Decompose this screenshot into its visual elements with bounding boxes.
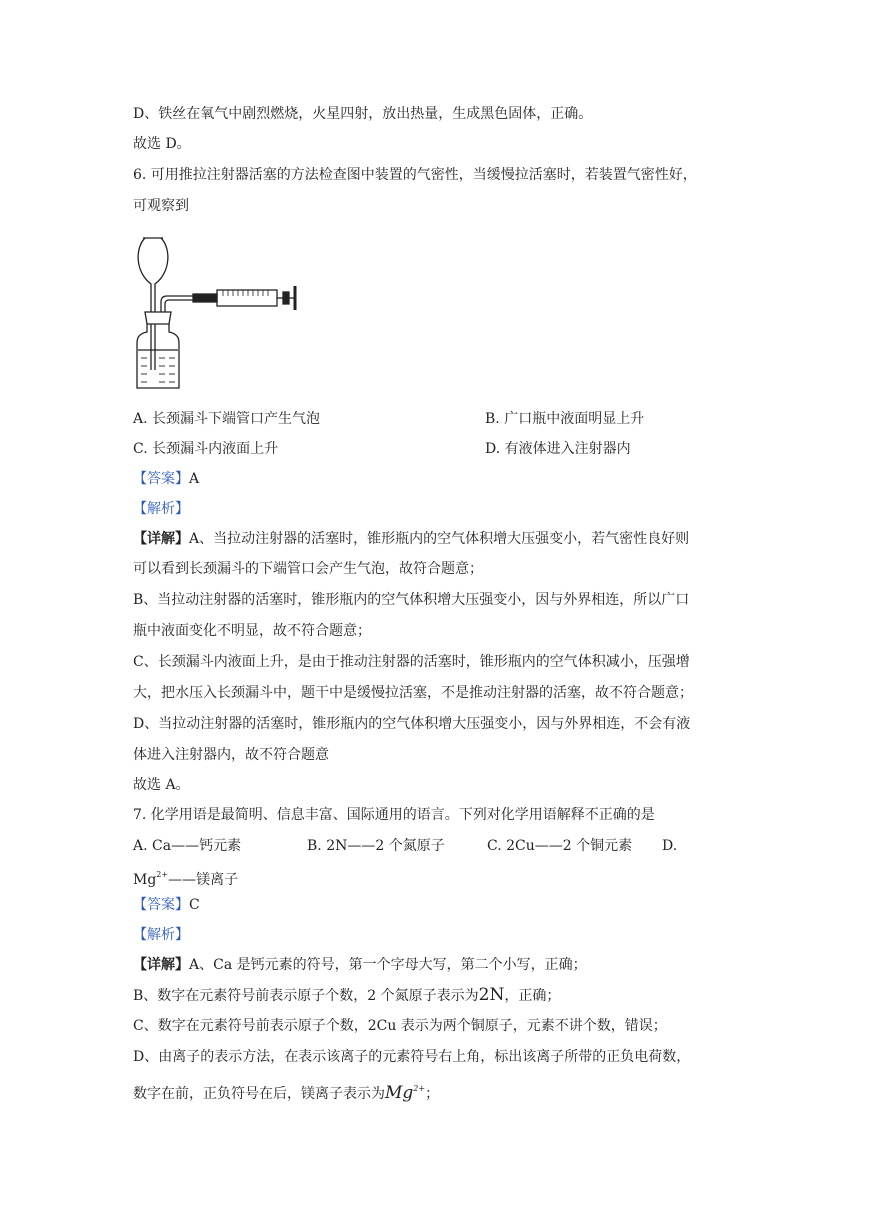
formula-mg-ion: Mg xyxy=(385,1083,414,1103)
q6-detail-line-3: B、当拉动注射器的活塞时，锥形瓶内的空气体积增大压强变小，因与外界相连，所以广口 xyxy=(133,592,690,608)
q6-stem-line-2: 可观察到 xyxy=(133,198,189,214)
detail-text: 数字在前，正负符号在后，镁离子表示为 xyxy=(133,1086,385,1102)
q5-choose: 故选 D。 xyxy=(133,136,191,152)
q7-detail-line-5 xyxy=(133,1079,439,1104)
q6-answer xyxy=(133,469,199,489)
q6-detail-line-7: D、当拉动注射器的活塞时，锥形瓶内的空气体积增大压强变小，因与外界相连，不会有液 xyxy=(133,716,691,732)
q6-option-a: A. 长颈漏斗下端管口产生气泡 xyxy=(133,411,321,427)
q6-detail-line-2: 可以看到长颈漏斗的下端管口会产生气泡，故符合题意； xyxy=(133,561,483,577)
detail-text: ，正确； xyxy=(504,988,561,1004)
formula-2n: 2N xyxy=(478,985,505,1005)
q7-option-d: D. xyxy=(662,838,678,854)
q7-detail-line-2 xyxy=(133,985,560,1006)
charge-superscript: 2+ xyxy=(413,1084,426,1093)
q7-detail-line-1 xyxy=(133,955,587,975)
q7-option-a: A. Ca——钙元素 xyxy=(133,838,242,854)
q5-option-d-explanation: D、铁丝在氧气中剧烈燃烧，火星四射，放出热量，生成黑色固体，正确。 xyxy=(133,106,593,122)
q6-detail-line-8: 体进入注射器内，故不符合题意 xyxy=(133,747,329,763)
q7-detail-line-4: D、由离子的表示方法，在表示该离子的元素符号右上角，标出该离子所带的正负电荷数， xyxy=(133,1049,691,1065)
apparatus-diagram-icon xyxy=(133,232,308,396)
answer-label: 【答案】 xyxy=(133,897,189,913)
answer-label: 【答案】 xyxy=(133,471,189,487)
answer-value: A xyxy=(189,471,200,487)
q6-choose: 故选 A。 xyxy=(133,777,190,793)
detail-label: 【详解】 xyxy=(133,957,189,973)
mg-symbol: Mg xyxy=(133,872,157,888)
q6-option-d: D. 有液体进入注射器内 xyxy=(485,441,631,457)
detail-label: 【详解】 xyxy=(133,531,189,547)
q6-option-b: B. 广口瓶中液面明显上升 xyxy=(485,411,645,427)
q6-detail-line-1 xyxy=(133,529,689,549)
detail-text: A、当拉动注射器的活塞时，锥形瓶内的空气体积增大压强变小，若气密性良好则 xyxy=(189,531,690,547)
q7-stem: 7. 化学用语是最简明、信息丰富、国际通用的语言。下列对化学用语解释不正确的是 xyxy=(133,807,655,823)
q7-detail-line-3: C、数字在元素符号前表示原子个数，2Cu 表示为两个铜原子，元素不讲个数，错误； xyxy=(133,1018,667,1034)
q7-option-c: C. 2Cu——2 个铜元素 xyxy=(487,838,633,854)
q6-detail-line-6: 大，把水压入长颈漏斗中，题干中是缓慢拉活塞，不是推动注射器的活塞，故不符合题意； xyxy=(133,685,693,701)
q6-detail-line-5: C、长颈漏斗内液面上升，是由于推动注射器的活塞时，锥形瓶内的空气体积减小，压强增 xyxy=(133,654,690,670)
option-d-meaning: ——镁离子 xyxy=(168,872,239,888)
q7-analysis-label: 【解析】 xyxy=(133,927,189,943)
q6-stem-line-1: 6. 可用推拉注射器活塞的方法检查图中装置的气密性，当缓慢拉活塞时，若装置气密性好， xyxy=(133,167,697,183)
charge-superscript: 2+ xyxy=(156,870,169,879)
q6-option-c: C. 长颈漏斗内液面上升 xyxy=(133,441,279,457)
q7-answer xyxy=(133,895,200,915)
q6-analysis-label: 【解析】 xyxy=(133,501,189,517)
detail-text: B、数字在元素符号前表示原子个数，2 个氮原子表示为 xyxy=(133,988,479,1004)
q7-option-d-text xyxy=(133,865,238,890)
detail-text: ； xyxy=(425,1086,440,1102)
q6-detail-line-4: 瓶中液面变化不明显，故不符合题意； xyxy=(133,623,371,639)
q7-option-b: B. 2N——2 个氮原子 xyxy=(307,838,445,854)
answer-value: C xyxy=(189,897,200,913)
detail-text: A、Ca 是钙元素的符号，第一个字母大写，第二个小写，正确； xyxy=(189,957,587,973)
